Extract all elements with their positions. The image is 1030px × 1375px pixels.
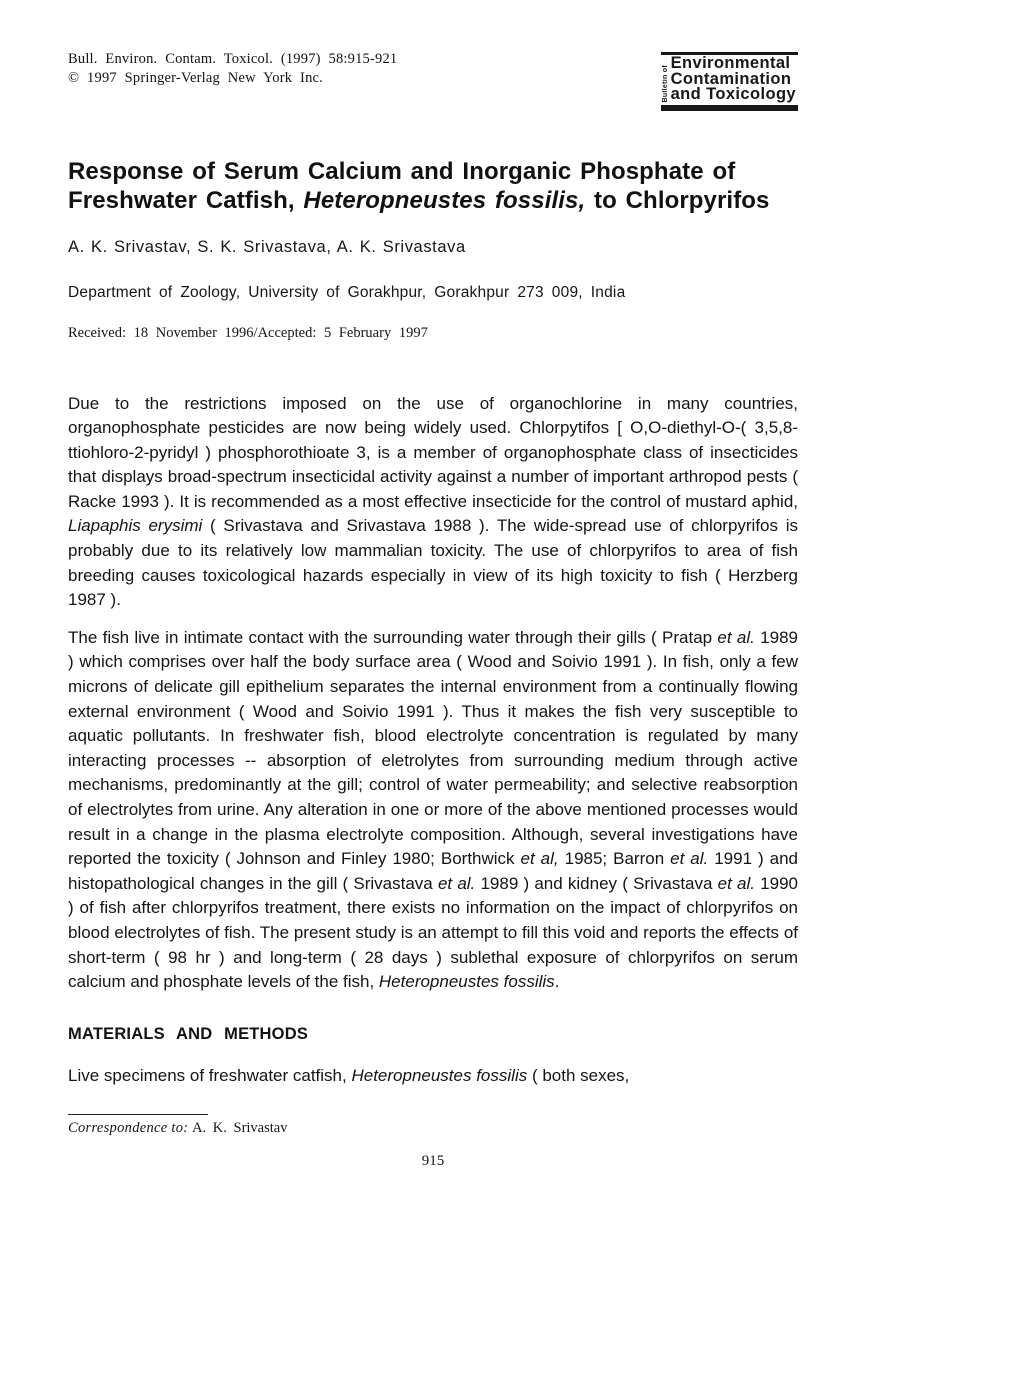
logo-line-contamination: Contamination xyxy=(670,69,792,88)
paragraph xyxy=(68,392,798,613)
affiliation-line: Department of Zoology, University of Gorakhpur, Gorakhpur 273 009, India xyxy=(68,283,626,301)
text-run: Response of Serum Calcium and Inorganic Phosphate of Freshwater Catfish, xyxy=(68,157,736,214)
logo-bulletin-of-label: Bulletin of xyxy=(661,64,669,103)
received-accepted-line: Received: 18 November 1996/Accepted: 5 February 1997 xyxy=(68,324,428,341)
italic-text-run: et al. xyxy=(670,849,709,869)
logo-line-environmental: Environmental xyxy=(670,54,791,72)
text-run: Live specimens of freshwater catfish, xyxy=(68,1065,352,1085)
journal-header xyxy=(68,50,798,111)
paragraph xyxy=(68,1064,798,1089)
text-run: 1989 ) and kidney ( Srivastava xyxy=(475,873,718,893)
text-run: The fish live in intimate contact with the surrounding water through their gills ( Pratap xyxy=(68,627,718,647)
text-run: . xyxy=(554,972,560,992)
italic-text-run: Heteropneustes fossilis xyxy=(351,1065,528,1085)
text-run: to Chlorpyrifos xyxy=(585,187,770,214)
text-run: ( both sexes, xyxy=(527,1065,630,1085)
italic-text-run: et al. xyxy=(717,627,755,647)
copyright-line: © 1997 Springer-Verlag New York Inc. xyxy=(68,70,323,86)
text-run: 1990 ) of fish after chlorpyrifos treatment, there exists no information on the impact of chlorpyrifos on blood electrolytes of fish. The present study is an attempt to fill this void and reports the effects of short-term ( 98 hr ) and long-term ( 28 days ) sublethal exposure of chlorpyrifos on serum calcium and phosphate levels of the fish, xyxy=(68,873,798,992)
logo-line-and-toxicology: and Toxicology xyxy=(670,85,796,103)
paragraph xyxy=(68,626,798,995)
italic-text-run: Liapaphis erysimi xyxy=(68,516,203,536)
journal-logo xyxy=(661,52,798,111)
text-run: Due to the restrictions imposed on the use of organochlorine in many countries, organophosphate pesticides are now being widely used. Chlorpytifos [ O,O-diethyl-O-( 3,5,8-ttiohloro-2-pyridyl ) phosphorothioate 3, is a member of organophosphate class of insecticides that displays broad-spectrum insecticidal activity against a number of important arthropod pests ( Racke 1993 ). It is recommended as a most effective insecticide for the control of mustard aphid, xyxy=(68,393,798,511)
italic-text-run: Heteropneustes fossilis, xyxy=(303,187,586,214)
article-title xyxy=(68,157,792,216)
text-run: 1985; Barron xyxy=(558,849,671,869)
correspondence-footnote xyxy=(68,1114,1030,1137)
journal-citation xyxy=(68,50,397,88)
italic-text-run: et al. xyxy=(717,873,755,893)
text-run: 1991 ) and histopathological changes in the gill ( Srivastava xyxy=(68,849,798,893)
body-paragraphs xyxy=(68,392,798,995)
italic-text-run: et al. xyxy=(437,873,476,893)
correspondence-label: Correspondence to: xyxy=(68,1120,189,1137)
footnote-rule xyxy=(68,1114,208,1115)
italic-text-run: Heteropneustes fossilis xyxy=(378,972,555,992)
text-run: ( Srivastava and Srivastava 1988 ). The wide-spread use of chlorpyrifos is probably due to its relatively low mammalian toxicity. The use of chlorpyrifos to area of fish breeding causes toxicological hazards especially in view of its high toxicity to fish ( Herzberg 1987 ). xyxy=(68,516,798,610)
section-heading-materials-and-methods: MATERIALS AND METHODS xyxy=(68,1024,309,1043)
authors-line: A. K. Srivastav, S. K. Srivastava, A. K. Srivastava xyxy=(68,237,466,256)
citation-line: Bull. Environ. Contam. Toxicol. (1997) 58:915-921 xyxy=(68,51,398,67)
italic-text-run: et al, xyxy=(520,849,559,869)
correspondence-value: A. K. Srivastav xyxy=(192,1120,288,1137)
text-run: 1989 ) which comprises over half the body surface area ( Wood and Soivio 1991 ). In fish, only a few microns of delicate gill epithelium separates the internal environment from a continually flowing external environment ( Wood and Soivio 1991 ). Thus it makes the fish very susceptible to aquatic pollutants. In freshwater fish, blood electrolyte concentration is regulated by many interacting processes -- absorption of eletrolytes from surrounding medium through active mechanisms, predominantly at the gill; control of water permeability; and selective reabsorption of electrolytes from urine. Any alteration in one or more of the above mentioned processes would result in a change in the plasma electrolyte composition. Although, several investigations have reported the toxicity ( Johnson and Finley 1980; Borthwick xyxy=(68,627,799,869)
page-number: 915 xyxy=(421,1153,445,1170)
journal-logo-title xyxy=(671,56,796,103)
